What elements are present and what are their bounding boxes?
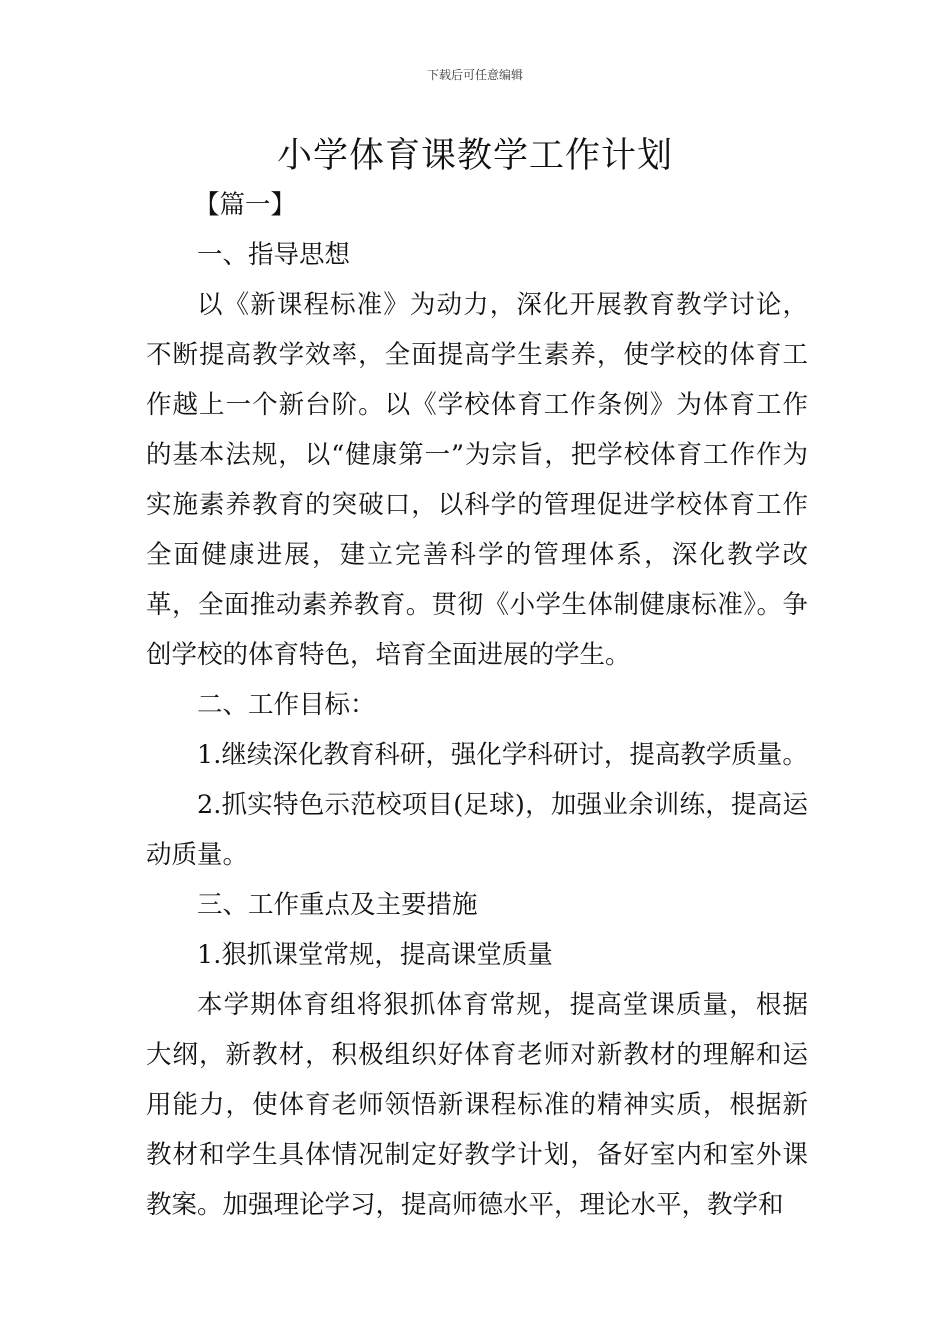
heading-guiding-ideology: 一、指导思想 [197, 240, 351, 270]
goal-item-1: 1.继续深化教育科研，强化学科研讨，提高教学质量。 [197, 740, 808, 770]
document-body [146, 180, 808, 1230]
heading-work-goals: 二、工作目标： [197, 690, 376, 720]
header-note: 下载后可任意编辑 [426, 68, 523, 82]
paragraph-guiding-ideology: 以《新课程标准》为动力，深化开展教育教学讨论，不断提高教学效率，全面提高学生素养，使学校的体育工作越上一个新台阶。以《学校体育工作条例》为体育工作的基本法规，以“健康第一”为宗旨，把学校体育工作作为实施素养教育的突破口，以科学的管理促进学校体育工作全面健康进展，建立完善科学的管理体系，深化教学改革，全面推动素养教育。贯彻《小学生体制健康标准》。争创学校的体育特色，培育全面进展的学生。 [146, 290, 808, 670]
section-label: 【篇一】 [194, 190, 297, 220]
document-title: 小学体育课教学工作计划 [276, 136, 673, 176]
heading-key-measures: 三、工作重点及主要措施 [197, 890, 478, 920]
measure-item-1: 1.狠抓课堂常规，提高课堂质量 [197, 940, 553, 970]
paragraph-measure-1: 本学期体育组将狠抓体育常规，提高堂课质量，根据大纲，新教材，积极组织好体育老师对新教材的理解和运用能力，使体育老师领悟新课程标准的精神实质，根据新教材和学生具体情况制定好教学计划，备好室内和室外课教案。加强理论学习，提高师德水平，理论水平，教学和 [146, 990, 808, 1220]
goal-item-2: 2.抓实特色示范校项目(足球)，加强业余训练，提高运动质量。 [146, 790, 808, 870]
